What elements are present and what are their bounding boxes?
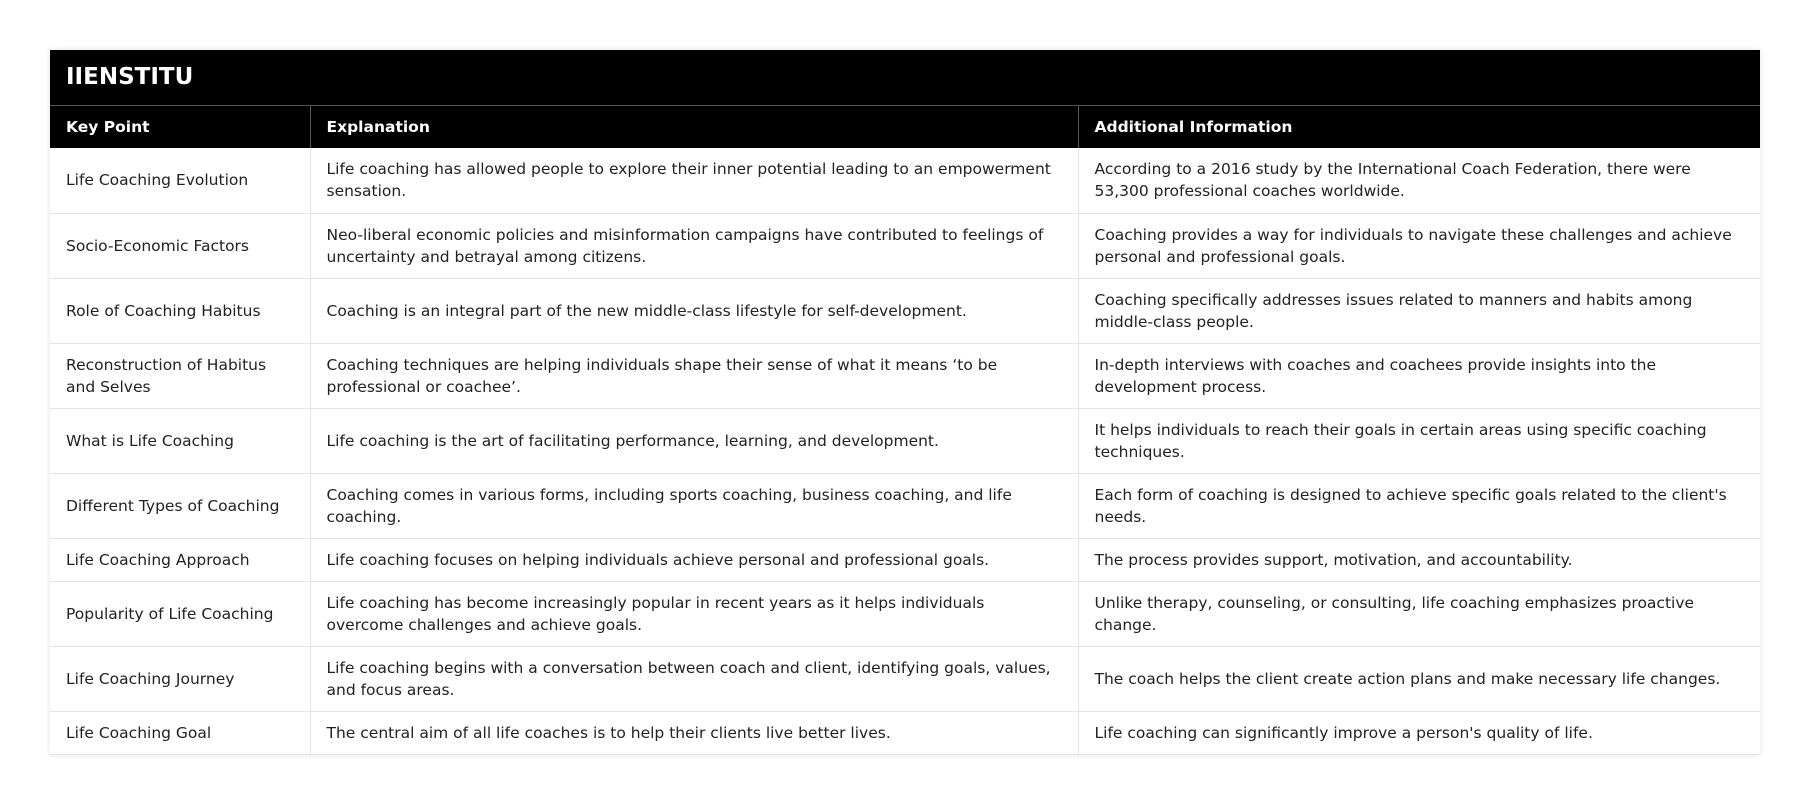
header-key-point: Key Point — [50, 106, 310, 148]
explanation-cell: Neo-liberal economic policies and misinformation campaigns have contributed to feelings of uncertainty and betrayal among citizens. — [310, 213, 1078, 278]
additional-info-cell: In-depth interviews with coaches and coachees provide insights into the development process. — [1078, 343, 1760, 408]
explanation-cell: Life coaching has become increasingly popular in recent years as it helps individuals overcome challenges and achieve goals. — [310, 581, 1078, 646]
additional-info-cell: It helps individuals to reach their goals in certain areas using specific coaching techniques. — [1078, 408, 1760, 473]
table-title: IIENSTITU — [50, 50, 1760, 106]
explanation-cell: Life coaching begins with a conversation between coach and client, identifying goals, values, and focus areas. — [310, 646, 1078, 711]
explanation-cell: The central aim of all life coaches is to help their clients live better lives. — [310, 711, 1078, 754]
table-row — [50, 278, 1760, 343]
table-row — [50, 646, 1760, 711]
info-table-container — [50, 50, 1760, 755]
explanation-cell: Life coaching has allowed people to explore their inner potential leading to an empowerment sensation. — [310, 148, 1078, 213]
table-row — [50, 213, 1760, 278]
table-row — [50, 711, 1760, 754]
table-row — [50, 408, 1760, 473]
header-explanation: Explanation — [310, 106, 1078, 148]
key-point-cell: Life Coaching Journey — [50, 646, 310, 711]
key-point-cell: What is Life Coaching — [50, 408, 310, 473]
additional-info-cell: The coach helps the client create action plans and make necessary life changes. — [1078, 646, 1760, 711]
header-additional-information: Additional Information — [1078, 106, 1760, 148]
key-point-cell: Role of Coaching Habitus — [50, 278, 310, 343]
key-point-cell: Different Types of Coaching — [50, 473, 310, 538]
additional-info-cell: According to a 2016 study by the International Coach Federation, there were 53,300 professional coaches worldwide. — [1078, 148, 1760, 213]
additional-info-cell: Each form of coaching is designed to achieve specific goals related to the client's needs. — [1078, 473, 1760, 538]
key-point-cell: Popularity of Life Coaching — [50, 581, 310, 646]
explanation-cell: Life coaching focuses on helping individuals achieve personal and professional goals. — [310, 538, 1078, 581]
additional-info-cell: Unlike therapy, counseling, or consulting, life coaching emphasizes proactive change. — [1078, 581, 1760, 646]
table-row — [50, 343, 1760, 408]
table-row — [50, 538, 1760, 581]
table-row — [50, 473, 1760, 538]
additional-info-cell: Coaching specifically addresses issues related to manners and habits among middle-class people. — [1078, 278, 1760, 343]
additional-info-cell: Coaching provides a way for individuals to navigate these challenges and achieve personal and professional goals. — [1078, 213, 1760, 278]
explanation-cell: Life coaching is the art of facilitating performance, learning, and development. — [310, 408, 1078, 473]
explanation-cell: Coaching comes in various forms, including sports coaching, business coaching, and life coaching. — [310, 473, 1078, 538]
explanation-cell: Coaching is an integral part of the new middle-class lifestyle for self-development. — [310, 278, 1078, 343]
key-point-cell: Life Coaching Evolution — [50, 148, 310, 213]
explanation-cell: Coaching techniques are helping individuals shape their sense of what it means ‘to be professional or coachee’. — [310, 343, 1078, 408]
key-point-cell: Life Coaching Goal — [50, 711, 310, 754]
table-row — [50, 581, 1760, 646]
key-point-cell: Socio-Economic Factors — [50, 213, 310, 278]
additional-info-cell: The process provides support, motivation, and accountability. — [1078, 538, 1760, 581]
key-point-cell: Life Coaching Approach — [50, 538, 310, 581]
additional-info-cell: Life coaching can significantly improve a person's quality of life. — [1078, 711, 1760, 754]
key-point-cell: Reconstruction of Habitus and Selves — [50, 343, 310, 408]
info-table — [50, 50, 1760, 755]
table-row — [50, 148, 1760, 213]
header-row — [50, 106, 1760, 148]
